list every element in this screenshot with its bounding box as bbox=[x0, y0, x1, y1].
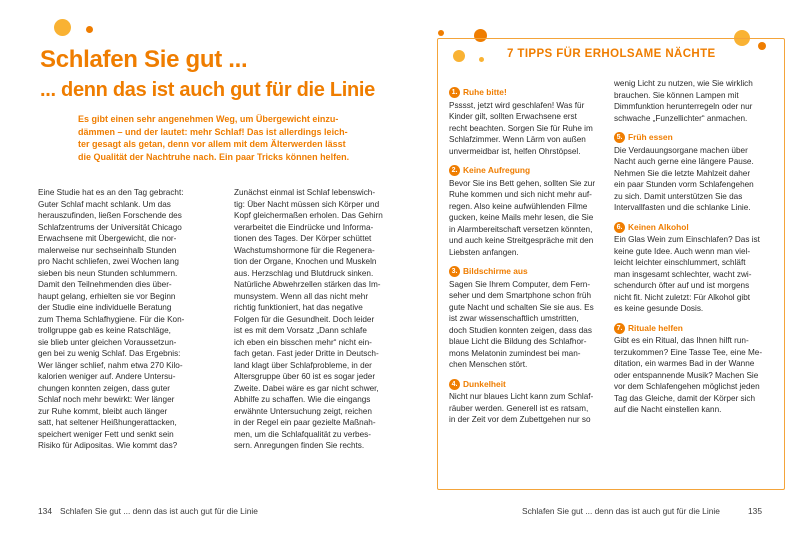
body-line: in der Regel ein paar gezielte Maßnah- bbox=[234, 418, 376, 427]
tip-line: seher und dem Smartphone schon früh bbox=[449, 291, 592, 300]
intro-line: Es gibt einen sehr angenehmen Weg, um Übergewicht einzu- bbox=[78, 114, 339, 124]
tip-line: Schlafzimmer. Wenn Lärm von außen bbox=[449, 135, 586, 144]
tip-number-badge: 5. bbox=[614, 132, 625, 143]
tip-line: auf die Nacht einstellen kann. bbox=[614, 405, 722, 414]
page-subtitle: ... denn das ist auch gut für die Linie bbox=[40, 79, 375, 101]
tip-line: Kinder gilt, sollten Erwachsene erst bbox=[449, 112, 577, 121]
tip-line: Nehmen Sie die letzte Mahlzeit daher bbox=[614, 168, 751, 178]
tip-line: Intervallfasten und die schlanke Linie. bbox=[614, 203, 751, 212]
tip-heading bbox=[449, 165, 607, 177]
tip-line: nicht fit. Nicht zuletzt: Für Alkohol gibt bbox=[614, 292, 751, 302]
intro-text bbox=[78, 113, 368, 163]
tip-line: Tag das Gleiche, damit der Körper sich bbox=[614, 393, 756, 403]
tip-line: Nacht auch gerne eine längere Pause. bbox=[614, 157, 754, 166]
tip-heading bbox=[449, 379, 607, 391]
body-line: ist es mit dem Vorsatz „Dann schlafe bbox=[234, 326, 367, 335]
tip-number-badge: 6. bbox=[614, 222, 625, 233]
tip-line: vor dem Schlafengehen möglichst jeden bbox=[614, 382, 760, 391]
tip-line: chen Menschen stört. bbox=[449, 360, 528, 369]
tip-line: schwache „Funzellichter“ anmachen. bbox=[614, 113, 748, 123]
body-line: richtig funktioniert, hat das negative bbox=[234, 303, 363, 312]
tip-line: ein paar Stunden vorm Schlafengehen bbox=[614, 180, 754, 189]
tip-item bbox=[449, 87, 607, 157]
body-line: land klagt über Schlafprobleme, in der bbox=[234, 360, 372, 370]
tip-title: Bildschirme aus bbox=[463, 266, 528, 276]
body-line: speichert weniger Fett und senkt sein bbox=[38, 429, 174, 439]
running-footer-right: Schlafen Sie gut ... denn das ist auch gut für die Linie bbox=[522, 506, 720, 516]
tip-line: Sagen Sie Ihrem Computer, dem Fern- bbox=[449, 279, 591, 289]
body-line: herauszufinden, ließen Forschende des bbox=[38, 211, 182, 220]
tip-title: Dunkelheit bbox=[463, 378, 506, 389]
tip-line: gucken, keine Mails mehr lesen, die Sie bbox=[449, 213, 594, 222]
body-line: tionen des Tages. Der Körper schüttet bbox=[234, 234, 372, 243]
body-line: Wer länger schlief, nahm etwa 270 Kilo- bbox=[38, 360, 183, 370]
tip-line: keine gute Idee. Auch wenn man viel- bbox=[614, 246, 751, 256]
tip-heading bbox=[614, 132, 778, 144]
body-line: Kopf gleichermaßen erholen. Das Gehirn bbox=[234, 211, 383, 220]
tip-item bbox=[449, 379, 607, 426]
body-line: zur Ruhe kommt, bleibt auch länger bbox=[38, 406, 168, 416]
decor-circle-small bbox=[86, 26, 93, 33]
tip-line: ist zwar wissenschaftlich umstritten, bbox=[449, 314, 579, 323]
tip-line: wenig Licht zu nutzen, wie Sie wirklich bbox=[614, 79, 753, 88]
body-line: trollgruppe gab es keine Ratschläge, bbox=[38, 326, 171, 335]
body-line: tion der Organe, Knochen und Muskeln bbox=[234, 257, 377, 266]
tip-line: mons Melatonin zumindest bei man- bbox=[449, 348, 581, 358]
tip-line: es keine gesunde Dosis. bbox=[614, 304, 704, 313]
tip-line: regen. Also keine aufwühlenden Filme bbox=[449, 201, 588, 211]
body-line: Wachstumshormone für die Regenera- bbox=[234, 245, 375, 255]
body-line: men, um die Schlafqualität zu verbes- bbox=[234, 429, 371, 439]
tip-line: Gibt es ein Ritual, das Ihnen hilft run- bbox=[614, 336, 749, 345]
body-column-1 bbox=[38, 187, 216, 452]
tip-line: blaue Licht die Bildung des Schlafhor- bbox=[449, 337, 587, 346]
body-line: chungen konnten zeigen, dass guter bbox=[38, 383, 171, 393]
body-line: Natürliche Abwehrzellen stärken das Im- bbox=[234, 280, 381, 289]
body-line: Erwachsene mit Übergewicht, die nor- bbox=[38, 234, 177, 243]
body-line: sern. Anregungen finden Sie rechts. bbox=[234, 441, 365, 450]
tip-line: schendurch öfter auf und ist morgens bbox=[614, 281, 750, 290]
body-line: Guter Schlaf macht schlank. Um das bbox=[38, 199, 171, 209]
body-line: satt, hat seltener Heißhungerattacken, bbox=[38, 418, 177, 427]
tip-line: brauchen. Sie können Lampen mit bbox=[614, 90, 739, 100]
tip-line: leicht leichter einschlummert, schläft bbox=[614, 258, 746, 267]
body-line: der Studie eine individuelle Beratung bbox=[38, 303, 172, 312]
tip-line: unvermeidbar ist, helfen Ohrstöpsel. bbox=[449, 146, 581, 156]
body-line: Zunächst einmal ist Schlaf lebenswich- bbox=[234, 188, 376, 197]
decor-circle-small bbox=[438, 30, 444, 36]
tip-heading bbox=[614, 323, 778, 335]
tips-column-right bbox=[614, 78, 778, 416]
body-line: pro Nacht schliefen, zwei Wochen lang bbox=[38, 257, 179, 266]
tips-box-title: 7 TIPPS FÜR ERHOLSAME NÄCHTE bbox=[507, 48, 716, 60]
page-number-left: 134 bbox=[38, 506, 52, 516]
intro-line: dämmen – und der lautet: mehr Schlaf! Das ist allerdings leich- bbox=[78, 126, 348, 137]
tip-line: Dimmfunktion herunterregeln oder nur bbox=[614, 102, 753, 111]
tip-line: man insgesamt schlechter, wacht zwi- bbox=[614, 269, 752, 279]
running-footer-left: Schlafen Sie gut ... denn das ist auch gut für die Linie bbox=[60, 506, 258, 516]
body-line: verarbeitet die Eindrücke und Informa- bbox=[234, 222, 374, 232]
tip-line: recht beachten. Sorgen Sie für Ruhe im bbox=[449, 123, 593, 133]
body-line: Abhilfe zu schaffen. Wie die eingangs bbox=[234, 395, 371, 404]
tip-line: ditation, ein warmes Bad in der Wanne bbox=[614, 359, 755, 368]
body-line: malerweise nur sechseinhalb Stunden bbox=[38, 245, 177, 255]
tips-column-left bbox=[449, 87, 607, 426]
tip-line: in Alarmbereitschaft versetzen könnten, bbox=[449, 224, 593, 234]
body-line: kalorien weniger auf. Andere Untersu- bbox=[38, 372, 176, 381]
tip-line: Bevor Sie ins Bett gehen, sollten Sie zur bbox=[449, 178, 596, 188]
tip-title: Rituale helfen bbox=[628, 322, 683, 333]
body-line: Eine Studie hat es an den Tag gebracht: bbox=[38, 188, 184, 197]
tip-number-badge: 4. bbox=[449, 379, 460, 390]
tip-line: Nicht nur blaues Licht kann zum Schlaf- bbox=[449, 392, 594, 401]
tip-title: Keinen Alkohol bbox=[628, 221, 689, 232]
tip-title: Ruhe bitte! bbox=[463, 87, 507, 97]
tip-item bbox=[614, 132, 778, 214]
body-line: Zweite. Dabei wäre es gar nicht schwer, bbox=[234, 383, 379, 393]
body-line: Schlafzentrums der Universität Chicago bbox=[38, 222, 182, 232]
tip-heading bbox=[449, 87, 607, 99]
tip-line: gute Nacht und schalten Sie sie aus. Es bbox=[449, 302, 594, 312]
tip-item bbox=[614, 323, 778, 416]
tip-line: Liebsten anfangen. bbox=[449, 247, 519, 257]
body-line: Folgen für die Gesundheit. Doch leider bbox=[234, 314, 375, 324]
body-line: Risiko für Adipositas. Wie kommt das? bbox=[38, 441, 178, 450]
tip-title: Keine Aufregung bbox=[463, 165, 531, 175]
intro-line: die Qualität der Nachtruhe nach. Ein paar Tricks können helfen. bbox=[78, 151, 350, 162]
tip-item bbox=[449, 165, 607, 258]
tip-line: terzukommen? Eine Tasse Tee, eine Me- bbox=[614, 347, 763, 357]
tip-line: räuber werden. Generell ist es ratsam, bbox=[449, 403, 589, 413]
tip-line: oder entspannende Musik? Machen Sie bbox=[614, 370, 759, 380]
tip-line: doch Studien konnten zeigen, dass das bbox=[449, 325, 592, 335]
intro-line: ter gesagt als getan, denn vor allem mit dem Älterwerden lässt bbox=[78, 139, 346, 150]
body-line: zum Thema Schlafhygiene. Für die Kon- bbox=[38, 314, 185, 324]
decor-circle-large bbox=[54, 19, 71, 36]
body-line: Altersgruppe über 60 ist es sogar jeder bbox=[234, 372, 376, 381]
body-column-2 bbox=[234, 187, 414, 452]
tip-heading bbox=[614, 222, 778, 234]
tip-number-badge: 1. bbox=[449, 87, 460, 98]
tip-number-badge: 2. bbox=[449, 165, 460, 176]
tip-number-badge: 7. bbox=[614, 323, 625, 334]
body-line: aus. Herzschlag und Blutdruck sinken. bbox=[234, 268, 374, 278]
tip-item bbox=[449, 266, 607, 371]
body-line: sie blieb unter gleichen Voraussetzun- bbox=[38, 337, 177, 347]
tip-line: Ruhe kommen und sich nicht mehr auf- bbox=[449, 190, 592, 199]
body-line: fach getan. Fast jeder Dritte in Deutsch- bbox=[234, 349, 379, 358]
tip-line: in der Zeit vor dem Zubettgehen nur so bbox=[449, 415, 591, 424]
body-line: ich eben ein bisschen mehr“ nicht ein- bbox=[234, 337, 372, 347]
tip-item bbox=[614, 222, 778, 315]
body-line: haupt gelang, erhielten sie vor Beginn bbox=[38, 291, 176, 301]
tip-line: zu sich. Damit unterstützen Sie das bbox=[614, 191, 743, 201]
tip-number-badge: 3. bbox=[449, 266, 460, 277]
tip-item bbox=[614, 78, 778, 124]
tip-line: Psssst, jetzt wird geschlafen! Was für bbox=[449, 100, 585, 110]
body-line: Schlaf noch mehr bewirkt: Wer länger bbox=[38, 395, 175, 404]
page-title: Schlafen Sie gut ... bbox=[40, 46, 248, 73]
body-line: erwähnte Untersuchung zeigt, reichen bbox=[234, 406, 372, 416]
body-line: Damit den Teilnehmenden dies über- bbox=[38, 280, 172, 289]
tip-line: und auch keine Streitgespräche mit den bbox=[449, 236, 594, 245]
tip-line: Ein Glas Wein zum Einschlafen? Das ist bbox=[614, 235, 760, 244]
body-line: tig: Über Nacht müssen sich Körper und bbox=[234, 199, 380, 209]
tip-title: Früh essen bbox=[628, 132, 673, 142]
body-line: munsystem. Wenn all das nicht mehr bbox=[234, 291, 369, 301]
tip-line: Die Verdauungsorgane machen über bbox=[614, 145, 748, 155]
tip-heading bbox=[449, 266, 607, 278]
body-line: sieben bis neun Stunden schlummern. bbox=[38, 268, 178, 278]
page-number-right: 135 bbox=[748, 506, 762, 516]
body-line: gen bei zu wenig Schlaf. Das Ergebnis: bbox=[38, 349, 181, 358]
